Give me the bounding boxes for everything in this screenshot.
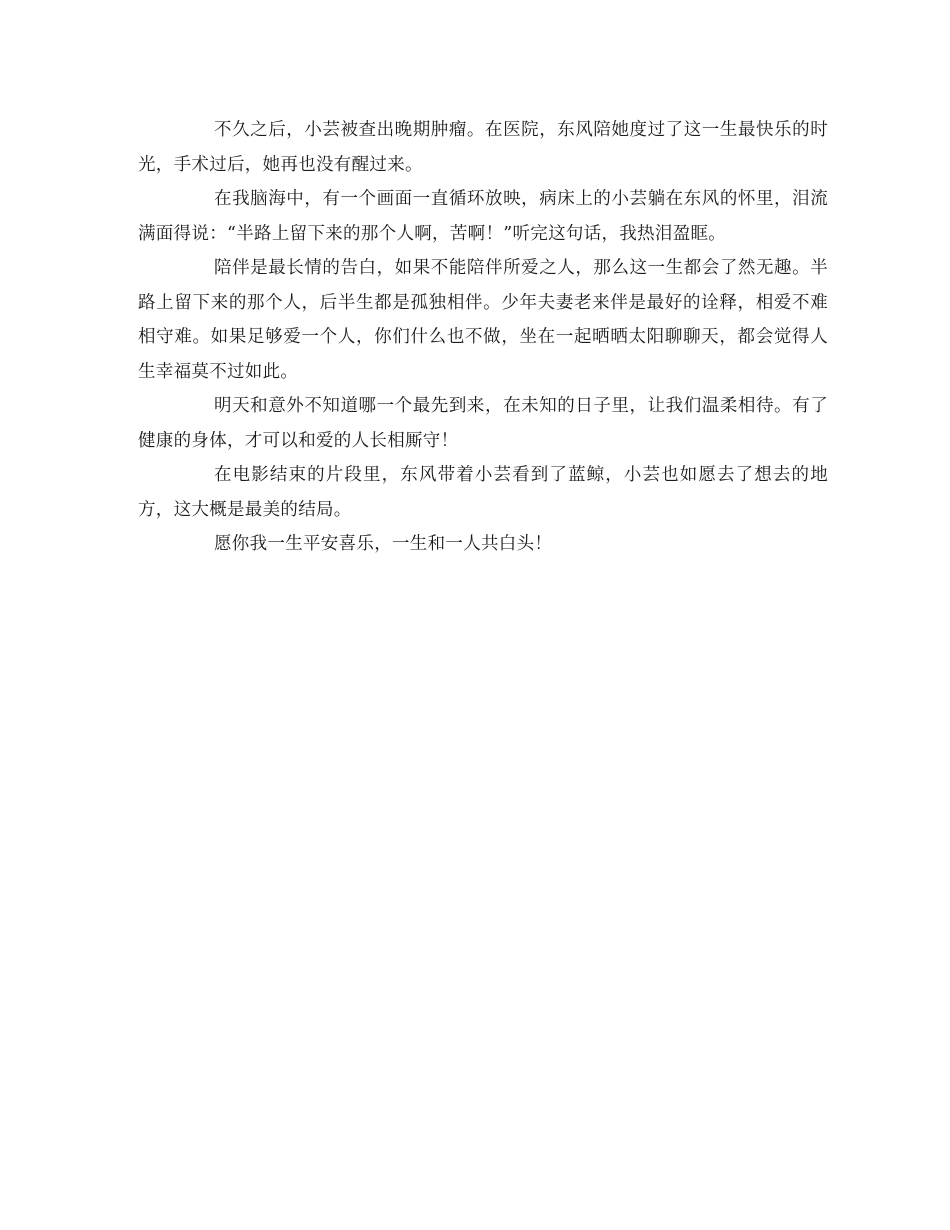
paragraph: 不久之后，小芸被查出晚期肿瘤。在医院，东风陪她度过了这一生最快乐的时光，手术过后，她再也没有醒过来。 — [138, 120, 828, 175]
paragraph: 陪伴是最长情的告白，如果不能陪伴所爱之人，那么这一生都会了然无趣。半路上留下来的那个人，后半生都是孤独相伴。少年夫妻老来伴是最好的诠释，相爱不难相守难。如果足够爱一个人，你们什么也不做，坐在一起晒晒太阳聊聊天，都会觉得人生幸福莫不过如此。 — [138, 258, 828, 382]
paragraph: 愿你我一生平安喜乐，一生和一人共白头！ — [214, 534, 553, 554]
paragraph: 在我脑海中，有一个画面一直循环放映，病床上的小芸躺在东风的怀里，泪流满面得说：“半路上留下来的那个人啊，苦啊！”听完这句话，我热泪盈眶。 — [138, 189, 828, 244]
paragraph: 在电影结束的片段里，东风带着小芸看到了蓝鲸，小芸也如愿去了想去的地方，这大概是最美的结局。 — [138, 465, 828, 520]
document-body — [138, 113, 828, 562]
paragraph: 明天和意外不知道哪一个最先到来，在未知的日子里，让我们温柔相待。有了健康的身体，才可以和爱的人长相厮守！ — [138, 396, 828, 451]
